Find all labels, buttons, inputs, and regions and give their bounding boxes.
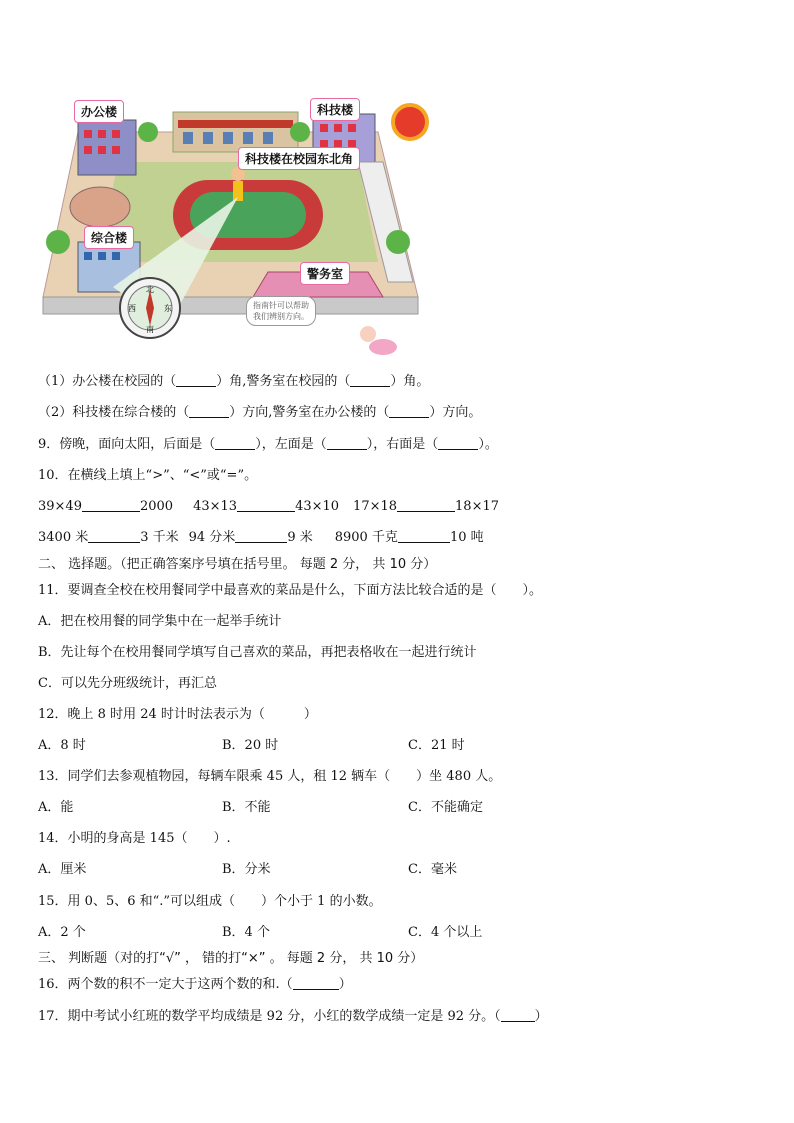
compass-tip-bubble — [246, 296, 316, 326]
compass-west-label: 西 — [128, 304, 136, 313]
q11-option-a[interactable]: A．把在校用餐的同学集中在一起举手统计 — [38, 614, 282, 629]
q15-stem: 15．用 0、5、6 和“.”可以组成（ ）个小于 1 的小数。 — [38, 894, 382, 909]
office-label: 办公楼 — [74, 100, 124, 123]
q9: 9．傍晚，面向太阳，后面是（ ），左面是（ ），右面是（ ）。 — [38, 437, 498, 452]
round-building — [70, 187, 130, 227]
answer-blank[interactable] — [389, 404, 429, 418]
bubble-line-1: 指南针可以帮助 — [253, 301, 309, 310]
tree — [138, 122, 158, 142]
q11-stem: 11．要调查全校在校用餐同学中最喜欢的菜品是什么，下面方法比较合适的是（ ）。 — [38, 583, 543, 598]
answer-blank[interactable] — [88, 529, 140, 543]
q8-part1: （1）办公楼在校园的（ ）角,警务室在校园的（ ）角。 — [38, 374, 430, 389]
bubble-line-2: 我们辨别方向。 — [253, 312, 309, 321]
answer-blank[interactable] — [189, 404, 229, 418]
answer-blank[interactable] — [176, 373, 216, 387]
answer-blank[interactable] — [82, 498, 140, 512]
campus-base — [43, 297, 418, 314]
science-note-label: 科技楼在校园东北角 — [238, 147, 360, 170]
tree — [386, 230, 410, 254]
answer-blank[interactable] — [235, 529, 287, 543]
section-2-heading: 二、 选择题。（把正确答案序号填在括号里。 每题 2 分， 共 10 分） — [38, 557, 437, 572]
answer-blank[interactable] — [398, 529, 450, 543]
answer-blank[interactable] — [327, 436, 367, 450]
answer-blank[interactable] — [215, 436, 255, 450]
q14-stem: 14．小明的身高是 145（ ）. — [38, 831, 231, 846]
answer-blank[interactable] — [397, 498, 455, 512]
q15-option-b[interactable]: B．4 个 — [222, 925, 270, 940]
q15-option-a[interactable]: A．2 个 — [38, 925, 86, 940]
q13-option-a[interactable]: A．能 — [38, 800, 74, 815]
q12-option-a[interactable]: A．8 时 — [38, 738, 86, 753]
science-label: 科技楼 — [310, 98, 360, 121]
q13-stem: 13．同学们去参观植物园，每辆车限乘 45 人，租 12 辆车（ ）坐 480 人。 — [38, 769, 502, 784]
q10-row1: 39×49 2000 43×13 43×10 17×18 18×17 — [38, 499, 500, 514]
fairy-icon — [360, 326, 397, 355]
compass-icon — [120, 278, 180, 338]
answer-blank[interactable] — [293, 976, 339, 990]
q12-option-b[interactable]: B．20 时 — [222, 738, 279, 753]
general-label: 综合楼 — [84, 226, 134, 249]
sun-icon — [393, 105, 427, 139]
campus-illustration — [38, 92, 438, 360]
guard-label: 警务室 — [300, 262, 350, 285]
compass-south-label: 南 — [146, 325, 154, 334]
section-3-heading: 三、 判断题（对的打“√” ， 错的打“×” 。 每题 2 分， 共 10 分） — [38, 951, 424, 966]
q14-option-b[interactable]: B．分米 — [222, 862, 271, 877]
tree — [290, 122, 310, 142]
q13-option-b[interactable]: B．不能 — [222, 800, 271, 815]
answer-blank[interactable] — [237, 498, 295, 512]
compass-north-label: 北 — [146, 285, 154, 294]
q12-stem: 12．晚上 8 时用 24 时计时法表示为（ ） — [38, 707, 317, 722]
q14-option-c[interactable]: C．毫米 — [408, 862, 457, 877]
q16: 16．两个数的积不一定大于这两个数的和.（ ） — [38, 977, 352, 992]
answer-blank[interactable] — [350, 373, 390, 387]
q12-option-c[interactable]: C．21 时 — [408, 738, 465, 753]
q14-option-a[interactable]: A．厘米 — [38, 862, 87, 877]
boy-body — [233, 181, 243, 201]
answer-blank[interactable] — [501, 1008, 535, 1022]
q10-title: 10．在横线上填上“>”、“<”或“=”。 — [38, 468, 258, 483]
q15-option-c[interactable]: C．4 个以上 — [408, 925, 483, 940]
q10-row2: 3400 米 3 千米 94 分米 9 米 8900 千克 10 吨 — [38, 530, 484, 545]
q17: 17．期中考试小红班的数学平均成绩是 92 分，小红的数学成绩一定是 92 分。（ ） — [38, 1009, 548, 1024]
q11-option-c[interactable]: C．可以先分班级统计，再汇总 — [38, 676, 217, 691]
tree — [46, 230, 70, 254]
answer-blank[interactable] — [438, 436, 478, 450]
q13-option-c[interactable]: C．不能确定 — [408, 800, 483, 815]
compass-east-label: 东 — [164, 304, 172, 313]
q8-part2: （2）科技楼在综合楼的（ ）方向,警务室在办公楼的（ ）方向。 — [38, 405, 482, 420]
q11-option-b[interactable]: B．先让每个在校用餐同学填写自己喜欢的菜品，再把表格收在一起进行统计 — [38, 645, 477, 660]
